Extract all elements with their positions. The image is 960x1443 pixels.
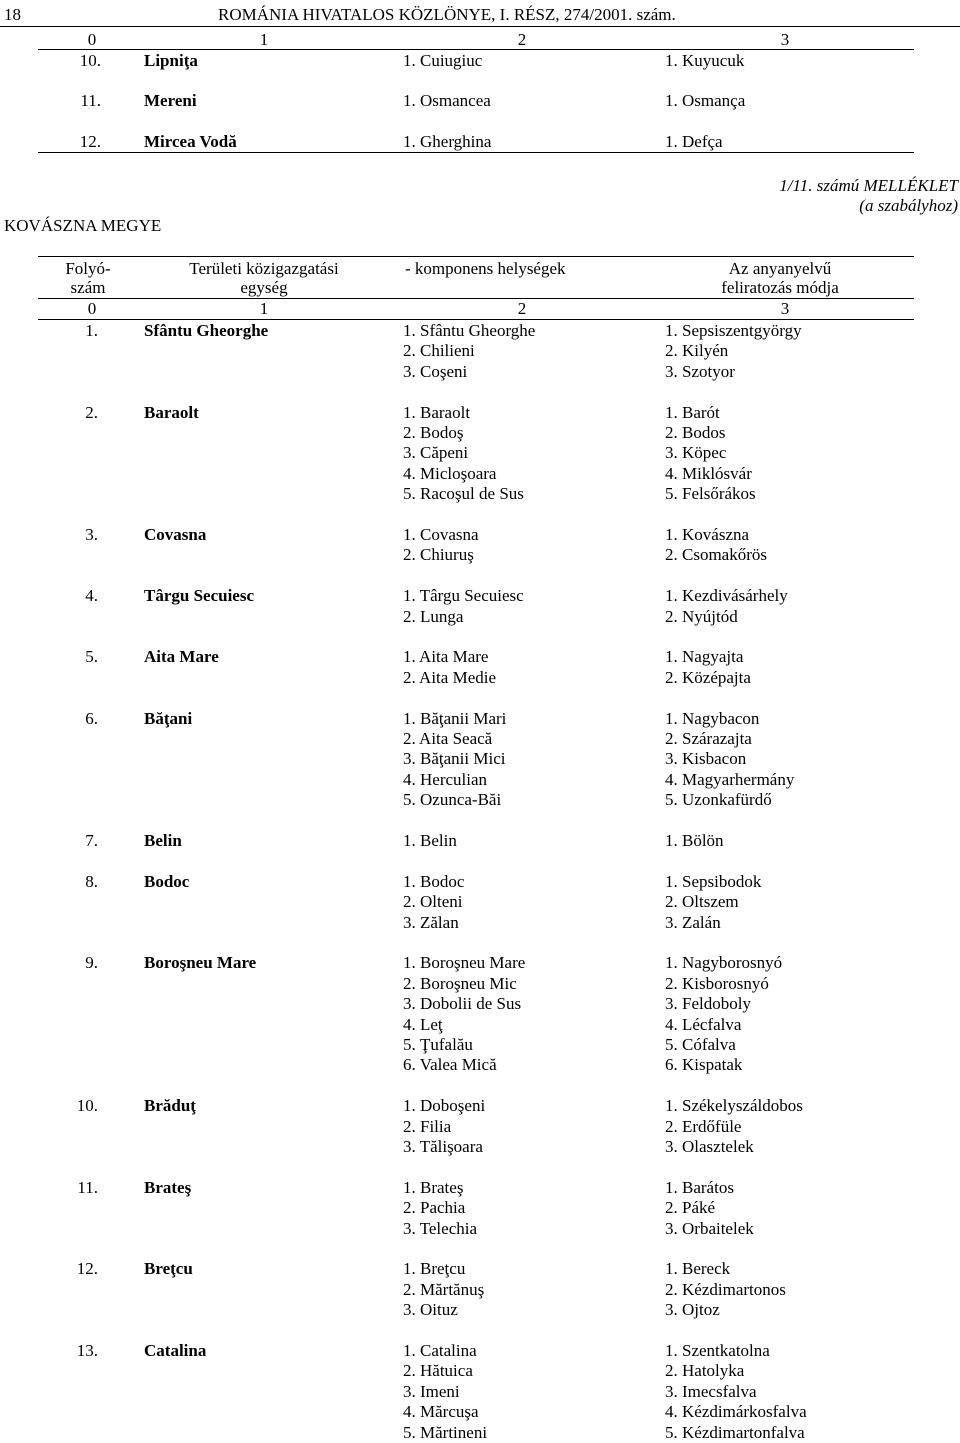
minority-locality: 3. Ojtoz bbox=[665, 1300, 720, 1319]
minority-locality: 1. Bölön bbox=[665, 831, 724, 850]
romanian-locality: 2. Lunga bbox=[403, 607, 464, 626]
romanian-locality: 4. Herculian bbox=[403, 770, 488, 789]
romanian-locality: 3. Imeni bbox=[403, 1382, 460, 1401]
unit-name: Covasna bbox=[144, 525, 207, 544]
index-2: 2 bbox=[517, 299, 527, 318]
minority-locality: 1. Kovászna bbox=[665, 525, 750, 544]
top-index-2: 2 bbox=[517, 30, 527, 49]
minority-locality: 3. Kisbacon bbox=[665, 749, 747, 768]
romanian-locality: 3. Băţanii Mici bbox=[403, 749, 506, 768]
unit-name: Aita Mare bbox=[144, 647, 219, 666]
header-col3-line1: Az anyanyelvű bbox=[728, 259, 832, 278]
unit-name: Mereni bbox=[144, 91, 197, 110]
romanian-locality: 3. Coşeni bbox=[403, 362, 468, 381]
romanian-locality: 2. Bodoş bbox=[403, 423, 464, 442]
unit-name: Băţani bbox=[144, 709, 193, 728]
table-top-rule bbox=[38, 256, 914, 257]
index-1: 1 bbox=[259, 299, 269, 318]
page-number: 18 bbox=[4, 5, 21, 24]
romanian-locality: 4. Leţ bbox=[403, 1015, 443, 1034]
romanian-locality: 4. Micloşoara bbox=[403, 464, 497, 483]
minority-locality: 3. Imecsfalva bbox=[665, 1382, 757, 1401]
minority-locality: 2. Szárazajta bbox=[665, 729, 752, 748]
row-number: 10. bbox=[76, 1096, 98, 1115]
romanian-locality: 3. Căpeni bbox=[403, 443, 469, 462]
romanian-locality: 2. Boroşneu Mic bbox=[403, 974, 517, 993]
romanian-locality: 2. Chilieni bbox=[403, 341, 475, 360]
minority-locality: 3. Olasztelek bbox=[665, 1137, 754, 1156]
minority-locality: 3. Orbaitelek bbox=[665, 1219, 754, 1238]
unit-name: Boroşneu Mare bbox=[144, 953, 257, 972]
romanian-locality: 5. Ozunca-Băi bbox=[403, 790, 502, 809]
minority-locality: 1. Nagybacon bbox=[665, 709, 760, 728]
romanian-locality: 3. Dobolii de Sus bbox=[403, 994, 522, 1013]
minority-locality: 5. Felsőrákos bbox=[665, 484, 756, 503]
unit-name: Breţcu bbox=[144, 1259, 193, 1278]
header-col0-line2: szám bbox=[70, 278, 106, 297]
minority-locality: 2. Középajta bbox=[665, 668, 751, 687]
romanian-locality: 1. Aita Mare bbox=[403, 647, 489, 666]
romanian-locality: 1. Gherghina bbox=[403, 132, 492, 151]
minority-locality: 3. Szotyor bbox=[665, 362, 735, 381]
romanian-locality: 2. Mărtănuş bbox=[403, 1280, 485, 1299]
romanian-locality: 5. Mărtineni bbox=[403, 1423, 488, 1442]
unit-name: Sfântu Gheorghe bbox=[144, 321, 269, 340]
row-number: 5. bbox=[85, 647, 98, 666]
romanian-locality: 1. Breţcu bbox=[403, 1259, 466, 1278]
minority-locality: 4. Magyarhermány bbox=[665, 770, 795, 789]
minority-locality: 2. Erdőfüle bbox=[665, 1117, 742, 1136]
romanian-locality: 3. Oituz bbox=[403, 1300, 458, 1319]
row-number: 11. bbox=[80, 91, 101, 110]
romanian-locality: 1. Doboşeni bbox=[403, 1096, 486, 1115]
minority-locality: 1. Bereck bbox=[665, 1259, 731, 1278]
romanian-locality: 1. Cuiugiuc bbox=[403, 51, 483, 70]
top-index-3: 3 bbox=[780, 30, 790, 49]
annex-label: 1/11. számú MELLÉKLET bbox=[779, 176, 958, 195]
romanian-locality: 1. Boroşneu Mare bbox=[403, 953, 526, 972]
romanian-locality: 2. Olteni bbox=[403, 892, 463, 911]
row-number: 6. bbox=[85, 709, 98, 728]
minority-locality: 1. Sepsibodok bbox=[665, 872, 762, 891]
minority-locality: 4. Kézdimárkosfalva bbox=[665, 1402, 807, 1421]
unit-name: Brăduţ bbox=[144, 1096, 196, 1115]
minority-locality: 1. Kuyucuk bbox=[665, 51, 745, 70]
row-number: 12. bbox=[76, 1259, 98, 1278]
unit-name: Târgu Secuiesc bbox=[144, 586, 255, 605]
romanian-locality: 2. Pachia bbox=[403, 1198, 466, 1217]
unit-name: Belin bbox=[144, 831, 182, 850]
romanian-locality: 5. Ţufalău bbox=[403, 1035, 473, 1054]
minority-locality: 1. Nagyajta bbox=[665, 647, 744, 666]
row-number: 8. bbox=[85, 872, 98, 891]
minority-locality: 2. Kisborosnyó bbox=[665, 974, 769, 993]
romanian-locality: 3. Zălan bbox=[403, 913, 459, 932]
header-col0-line1: Folyó- bbox=[65, 259, 111, 278]
top-index-0: 0 bbox=[87, 30, 97, 49]
romanian-locality: 1. Bodoc bbox=[403, 872, 465, 891]
minority-locality: 1. Nagyborosnyó bbox=[665, 953, 783, 972]
minority-locality: 3. Köpec bbox=[665, 443, 727, 462]
row-number: 13. bbox=[76, 1341, 98, 1360]
index-3: 3 bbox=[780, 299, 790, 318]
minority-locality: 2. Nyújtód bbox=[665, 607, 738, 626]
top-table-bottom-rule bbox=[38, 152, 914, 153]
minority-locality: 2. Kilyén bbox=[665, 341, 729, 360]
header-col1-line2: egység bbox=[240, 278, 288, 297]
row-number: 7. bbox=[85, 831, 98, 850]
index-0: 0 bbox=[87, 299, 97, 318]
journal-title: ROMÁNIA HIVATALOS KÖZLÖNYE, I. RÉSZ, 274/2001. szám. bbox=[218, 5, 676, 24]
romanian-locality: 5. Racoşul de Sus bbox=[403, 484, 524, 503]
minority-locality: 1. Barátos bbox=[665, 1178, 734, 1197]
romanian-locality: 2. Hătuica bbox=[403, 1361, 473, 1380]
romanian-locality: 1. Băţanii Mari bbox=[403, 709, 507, 728]
unit-name: Bodoc bbox=[144, 872, 190, 891]
county-title: KOVÁSZNA MEGYE bbox=[4, 216, 162, 235]
romanian-locality: 1. Catalina bbox=[403, 1341, 477, 1360]
unit-name: Brateş bbox=[144, 1178, 192, 1197]
minority-locality: 5. Cófalva bbox=[665, 1035, 736, 1054]
header-col2: - komponens helységek bbox=[405, 259, 566, 278]
row-number: 9. bbox=[85, 953, 98, 972]
table-index-rule bbox=[38, 319, 914, 320]
minority-locality: 1. Barót bbox=[665, 403, 720, 422]
romanian-locality: 2. Aita Seacă bbox=[403, 729, 493, 748]
header-rule bbox=[0, 26, 960, 27]
unit-name: Catalina bbox=[144, 1341, 207, 1360]
row-number: 4. bbox=[85, 586, 98, 605]
row-number: 12. bbox=[79, 132, 101, 151]
minority-locality: 1. Kezdivásárhely bbox=[665, 586, 788, 605]
romanian-locality: 1. Belin bbox=[403, 831, 457, 850]
romanian-locality: 1. Osmancea bbox=[403, 91, 491, 110]
romanian-locality: 1. Brateş bbox=[403, 1178, 464, 1197]
header-col1-line1: Területi közigazgatási bbox=[189, 259, 339, 278]
romanian-locality: 3. Tălişoara bbox=[403, 1137, 483, 1156]
top-index-1: 1 bbox=[259, 30, 269, 49]
minority-locality: 2. Kézdimartonos bbox=[665, 1280, 786, 1299]
minority-locality: 4. Lécfalva bbox=[665, 1015, 742, 1034]
minority-locality: 2. Csomakőrös bbox=[665, 545, 767, 564]
minority-locality: 4. Miklósvár bbox=[665, 464, 752, 483]
unit-name: Baraolt bbox=[144, 403, 199, 422]
header-col3-line2: feliratozás módja bbox=[721, 278, 839, 297]
minority-locality: 1. Defça bbox=[665, 132, 723, 151]
minority-locality: 3. Zalán bbox=[665, 913, 721, 932]
romanian-locality: 1. Covasna bbox=[403, 525, 479, 544]
minority-locality: 2. Bodos bbox=[665, 423, 726, 442]
row-number: 11. bbox=[77, 1178, 98, 1197]
row-number: 3. bbox=[85, 525, 98, 544]
minority-locality: 1. Székelyszáldobos bbox=[665, 1096, 803, 1115]
romanian-locality: 3. Telechia bbox=[403, 1219, 478, 1238]
romanian-locality: 1. Târgu Secuiesc bbox=[403, 586, 524, 605]
minority-locality: 1. Szentkatolna bbox=[665, 1341, 770, 1360]
romanian-locality: 6. Valea Mică bbox=[403, 1055, 497, 1074]
unit-name: Lipniţa bbox=[144, 51, 198, 70]
romanian-locality: 2. Chiuruş bbox=[403, 545, 474, 564]
row-number: 2. bbox=[85, 403, 98, 422]
unit-name: Mircea Vodă bbox=[144, 132, 237, 151]
minority-locality: 2. Hatolyka bbox=[665, 1361, 745, 1380]
minority-locality: 2. Oltszem bbox=[665, 892, 739, 911]
romanian-locality: 2. Aita Medie bbox=[403, 668, 497, 687]
row-number: 1. bbox=[85, 321, 98, 340]
top-index-rule bbox=[38, 49, 914, 50]
minority-locality: 5. Uzonkafürdő bbox=[665, 790, 772, 809]
row-number: 10. bbox=[79, 51, 101, 70]
romanian-locality: 2. Filia bbox=[403, 1117, 452, 1136]
minority-locality: 2. Páké bbox=[665, 1198, 716, 1217]
minority-locality: 5. Kézdimartonfalva bbox=[665, 1423, 805, 1442]
minority-locality: 1. Sepsiszentgyörgy bbox=[665, 321, 802, 340]
romanian-locality: 4. Mărcuşa bbox=[403, 1402, 479, 1421]
minority-locality: 6. Kispatak bbox=[665, 1055, 743, 1074]
annex-sublabel: (a szabályhoz) bbox=[859, 196, 958, 215]
romanian-locality: 1. Baraolt bbox=[403, 403, 471, 422]
minority-locality: 1. Osmança bbox=[665, 91, 746, 110]
minority-locality: 3. Feldoboly bbox=[665, 994, 751, 1013]
romanian-locality: 1. Sfântu Gheorghe bbox=[403, 321, 536, 340]
